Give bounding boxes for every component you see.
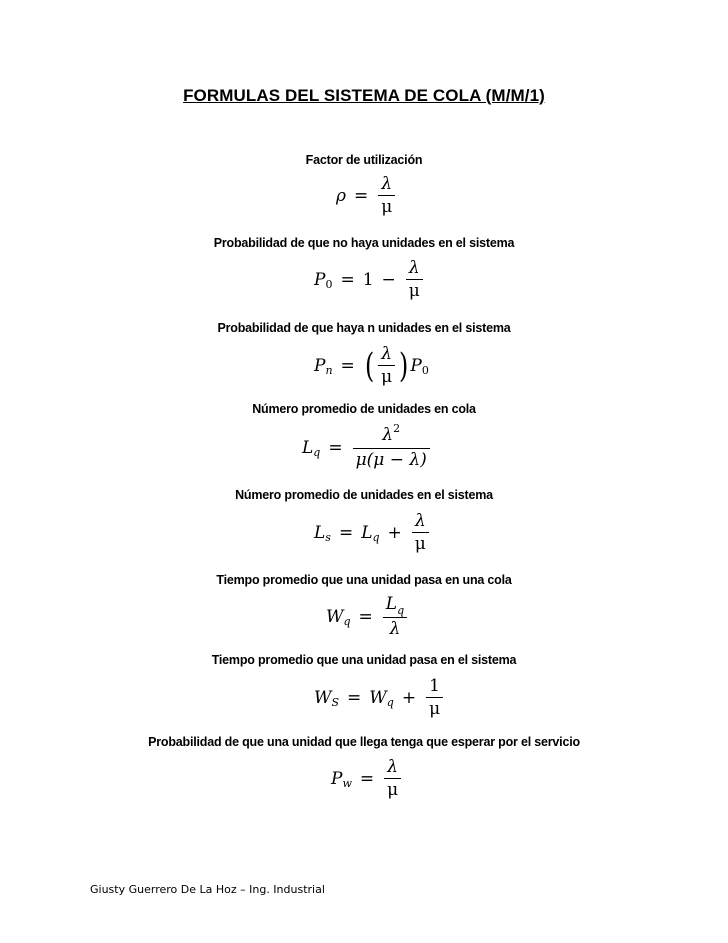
fraction-denominator: λ [389, 619, 401, 640]
formula-lhs-subscript: q [313, 446, 321, 460]
fraction-numerator: λ [381, 174, 393, 194]
fraction [378, 174, 395, 217]
equals-sign: = [358, 606, 373, 627]
fraction-denominator: μ [408, 281, 420, 302]
minus-sign: − [381, 269, 396, 290]
formula-term: L [361, 522, 373, 543]
formula-utilization [336, 174, 397, 217]
formula-lhs: P [314, 355, 326, 376]
left-parenthesis: ( [364, 345, 375, 386]
fraction-denominator: μ [429, 699, 441, 720]
formula-tail: P [410, 355, 422, 376]
formula-ws [314, 676, 445, 719]
fraction-numerator: $\lambda^2$ [382, 422, 401, 445]
fraction-denominator: μ [381, 197, 393, 218]
plus-sign: + [401, 687, 417, 708]
equals-sign: = [338, 522, 354, 543]
constant-one: 1 [362, 269, 374, 290]
formula-lhs: W [314, 687, 332, 708]
formula-lq [302, 422, 432, 471]
formula-term: W [369, 687, 387, 708]
formula-lhs: W [326, 606, 344, 627]
fraction [406, 258, 423, 301]
fraction-denominator: μ [414, 534, 426, 555]
equals-sign: = [347, 687, 362, 708]
fraction [384, 757, 401, 800]
numerator-superscript: 2 [393, 422, 401, 435]
formula-lhs: L [314, 522, 326, 543]
formula-lhs: P [314, 269, 326, 290]
fraction [383, 594, 407, 639]
page-footer: Giusty Guerrero De La Hoz – Ing. Industrial [90, 883, 325, 896]
equals-sign: = [340, 355, 355, 376]
formula-wq [326, 594, 409, 639]
formula-tail-subscript: 0 [421, 364, 429, 378]
formula-term-subscript: q [372, 531, 380, 545]
document-title: FORMULAS DEL SISTEMA DE COLA (M/M/1) [183, 86, 545, 105]
plus-sign: + [387, 522, 402, 543]
fraction [353, 422, 430, 471]
fraction [412, 511, 429, 554]
formula-lhs-subscript: q [343, 615, 351, 629]
formula-lhs: ρ [336, 185, 346, 206]
right-parenthesis: ) [399, 345, 409, 386]
section-label-ls: Número promedio de unidades en el sistema [235, 488, 493, 502]
formula-lhs-subscript: n [325, 364, 333, 378]
fraction-denominator: μ [387, 780, 399, 801]
fraction-numerator: λ [381, 344, 392, 364]
section-label-p0: Probabilidad de que no haya unidades en el sistema [213, 236, 515, 250]
section-label-pn: Probabilidad de que haya n unidades en el sistema [217, 321, 511, 335]
formula-pn [314, 344, 429, 387]
section-label-pw: Probabilidad de que una unidad que llega tenga que esperar por el servicio [148, 735, 580, 749]
fraction-numerator: λ [408, 258, 420, 278]
formula-lhs-subscript: s [325, 531, 331, 545]
equals-sign: = [354, 185, 369, 206]
fraction-denominator: μ [381, 367, 393, 388]
equals-sign: = [359, 768, 375, 789]
formula-ls [314, 511, 431, 554]
section-label-ws: Tiempo promedio que una unidad pasa en el sistema [211, 653, 517, 667]
formula-lhs-subscript: 0 [325, 278, 333, 292]
section-label-utilization: Factor de utilización [305, 153, 423, 167]
formula-lhs-subscript: w [342, 777, 352, 791]
section-label-wq: Tiempo promedio que una unidad pasa en una cola [216, 573, 512, 587]
fraction [426, 676, 443, 719]
formula-lhs-subscript: S [331, 696, 340, 710]
formula-pw [331, 757, 403, 800]
formula-p0 [314, 258, 425, 301]
formula-lhs: L [302, 437, 314, 458]
equals-sign: = [340, 269, 355, 290]
numerator-subscript: q [397, 604, 405, 617]
fraction-numerator: 1 [429, 676, 440, 696]
fraction-denominator: μ(μ − λ) [355, 450, 427, 471]
formula-lhs: P [331, 768, 343, 789]
fraction-numerator: λ [387, 757, 399, 777]
formula-term-subscript: q [386, 696, 394, 710]
fraction [378, 344, 395, 387]
section-label-lq: Número promedio de unidades en cola [252, 402, 476, 416]
fraction-numerator: $L_q$ [385, 594, 405, 617]
fraction-numerator: λ [414, 511, 426, 531]
equals-sign: = [328, 437, 343, 458]
